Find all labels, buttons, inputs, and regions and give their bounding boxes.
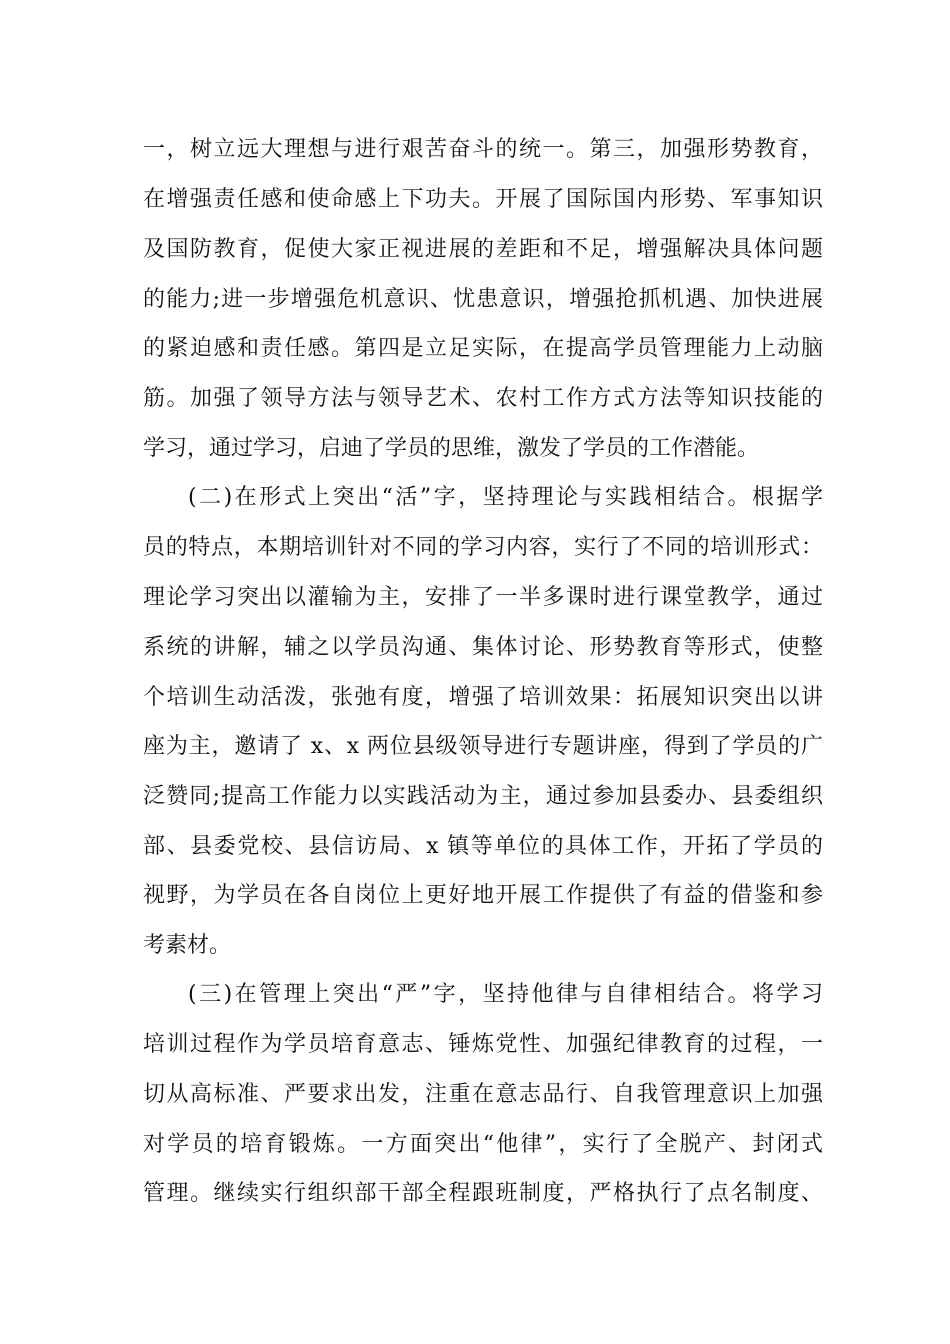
text-line: 培训过程作为学员培育意志、锤炼党性、加强纪律教育的过程，一 <box>143 1032 823 1057</box>
text-line: 部、县委党校、县信访局、x 镇等单位的具体工作，开拓了学员的 <box>143 834 823 859</box>
text-line: 一，树立远大理想与进行艰苦奋斗的统一。第三，加强形势教育， <box>143 137 823 162</box>
text-line: 个培训生动活泼，张弛有度，增强了培训效果：拓展知识突出以讲 <box>143 685 823 710</box>
text-line: 泛赞同;提高工作能力以实践活动为主，通过参加县委办、县委组织 <box>143 784 823 809</box>
text-line: 学习，通过学习，启迪了学员的思维，激发了学员的工作潜能。 <box>143 436 760 461</box>
text-line: 系统的讲解，辅之以学员沟通、集体讨论、形势教育等形式，使整 <box>143 635 823 660</box>
paragraph-heading-line: (三)在管理上突出“严”字，坚持他律与自律相结合。将学习 <box>188 982 823 1007</box>
paragraph-heading-line: (二)在形式上突出“活”字，坚持理论与实践相结合。根据学 <box>188 485 823 510</box>
text-line: 考素材。 <box>143 933 232 958</box>
text-line: 及国防教育，促使大家正视进展的差距和不足，增强解决具体问题 <box>143 237 823 262</box>
text-line: 员的特点，本期培训针对不同的学习内容，实行了不同的培训形式： <box>143 535 823 560</box>
text-line: 理论学习突出以灌输为主，安排了一半多课时进行课堂教学，通过 <box>143 585 823 610</box>
text-line: 的紧迫感和责任感。第四是立足实际，在提高学员管理能力上动脑 <box>143 336 823 361</box>
text-line: 座为主，邀请了 x、x 两位县级领导进行专题讲座，得到了学员的广 <box>143 734 823 759</box>
text-line: 在增强责任感和使命感上下功夫。开展了国际国内形势、军事知识 <box>143 187 823 212</box>
text-line: 的能力;进一步增强危机意识、忧患意识，增强抢抓机遇、加快进展 <box>143 287 823 312</box>
text-line: 筋。加强了领导方法与领导艺术、农村工作方式方法等知识技能的 <box>143 386 823 411</box>
text-line: 视野，为学员在各自岗位上更好地开展工作提供了有益的借鉴和参 <box>143 883 823 908</box>
text-line: 切从高标准、严要求出发，注重在意志品行、自我管理意识上加强 <box>143 1082 823 1107</box>
text-line: 对学员的培育锻炼。一方面突出“他律”，实行了全脱产、封闭式 <box>143 1132 823 1157</box>
text-line: 管理。继续实行组织部干部全程跟班制度，严格执行了点名制度、 <box>143 1181 823 1206</box>
